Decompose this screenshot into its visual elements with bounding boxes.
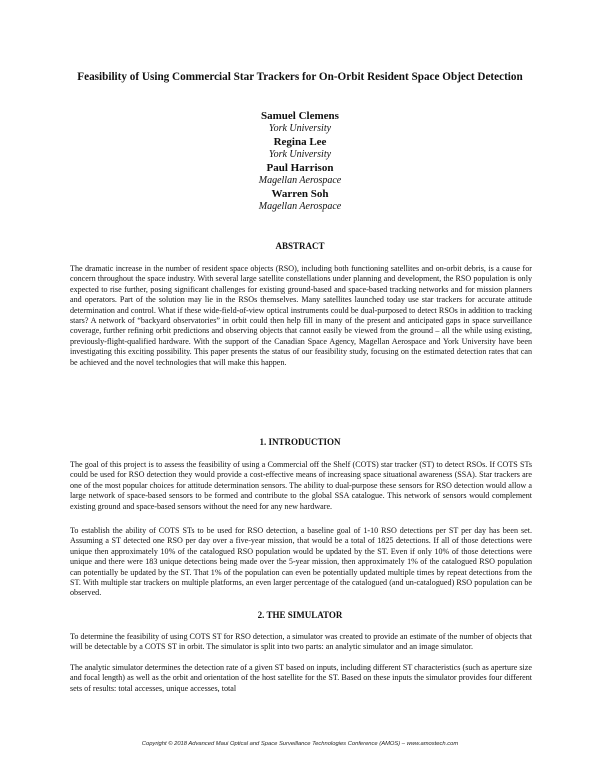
author-affiliation: Magellan Aerospace	[258, 175, 342, 186]
body-paragraph: To establish the ability of COTS STs to be used for RSO detection, a baseline goal of 1-10 RSO detections per ST per day has been set. Assuming a ST detected one RSO per day over a five-year mission, that would be a total of 1825 detections. If all of those detections were unique then approximately 10% of the catalogued RSO population would be updated by the ST. Even if only 10% of those detections were unique and there were 183 unique detections being made over the 5-year mission, then approximately 1% of the catalogued RSO population can potentially be updated by the ST. That 1% of the population can even be potentially updated multiple times by repeat detections from the ST. With multiple star trackers on multiple platforms, an even larger percentage of the catalogued (and un-catalogued) RSO population can be observed.	[70, 526, 532, 598]
author-affiliation: York University	[268, 123, 332, 134]
body-paragraph: To determine the feasibility of using COTS ST for RSO detection, a simulator was created to provide an estimate of the number of objects that will be detectable by a COTS ST in orbit. The simulator is split into two parts: an analytic simulator and an image simulator.	[70, 632, 532, 652]
section-heading-simulator: 2. THE SIMULATOR	[257, 610, 343, 620]
body-paragraph: The goal of this project is to assess the feasibility of using a Commercial off the Shelf (COTS) star tracker (ST) to detect RSOs. If COTS STs could be used for RSO detection they would provide a cost-effective means of increasing space situational awareness (SSA). Star trackers are one of the most popular choices for attitude determination sensors. The ability to dual-purpose these sensors for RSO detection would allow a large network of space-based sensors to be formed and contribute to the global SSA catalogue. This network of sensors would complement existing ground and space-based sensors without the need for any new hardware.	[70, 460, 532, 511]
body-paragraph: The analytic simulator determines the detection rate of a given ST based on inputs, including different ST characteristics (such as aperture size and focal length) as well as the orbit and orientation of the host satellite for the ST. Based on these inputs the simulator provides four different sets of results: total accesses, unique accesses, total	[70, 663, 532, 693]
author-block	[150, 109, 450, 213]
author-affiliation: Magellan Aerospace	[258, 201, 342, 212]
author-name: Paul Harrison	[266, 162, 334, 174]
author-name: Samuel Clemens	[261, 110, 339, 122]
author-affiliation: York University	[268, 149, 332, 160]
abstract-heading: ABSTRACT	[275, 241, 325, 251]
author-name: Warren Soh	[271, 188, 329, 200]
section-heading-introduction: 1. INTRODUCTION	[259, 437, 341, 447]
abstract-text: The dramatic increase in the number of resident space objects (RSO), including both functioning satellites and on-orbit debris, is a cause for concern throughout the space industry. With several large satellite constellations under planning and development, the RSO population is only expected to rise further, posing significant challenges for existing ground-based and space-based tracking networks and for mission planners and operators. Part of the solution may lie in the RSOs themselves. Many satellites launched today use star trackers for accurate attitude determination and control. What if these wide-field-of-view optical instruments could be dual-purposed to detect RSOs in addition to tracking stars? A network of “backyard observatories” in orbit could then help fill in many of the present and anticipated gaps in space surveillance coverage, further refining orbit predictions and observing objects that cannot easily be viewed from the ground – all the while using existing, previously-flight-qualified hardware. With the support of the Canadian Space Agency, Magellan Aerospace and York University have been investigating this exciting possibility. This paper presents the status of our feasibility study, focusing on the estimated detection rates that can be achieved and the novel technologies that will make this happen.	[70, 264, 532, 367]
author-name: Regina Lee	[273, 136, 327, 148]
copyright-footer: Copyright © 2018 Advanced Maui Optical and Space Surveillance Technologies Conference (AMOS) – www.amostech.com	[141, 741, 459, 747]
paper-title: Feasibility of Using Commercial Star Trackers for On-Orbit Resident Space Object Detection	[77, 71, 523, 83]
